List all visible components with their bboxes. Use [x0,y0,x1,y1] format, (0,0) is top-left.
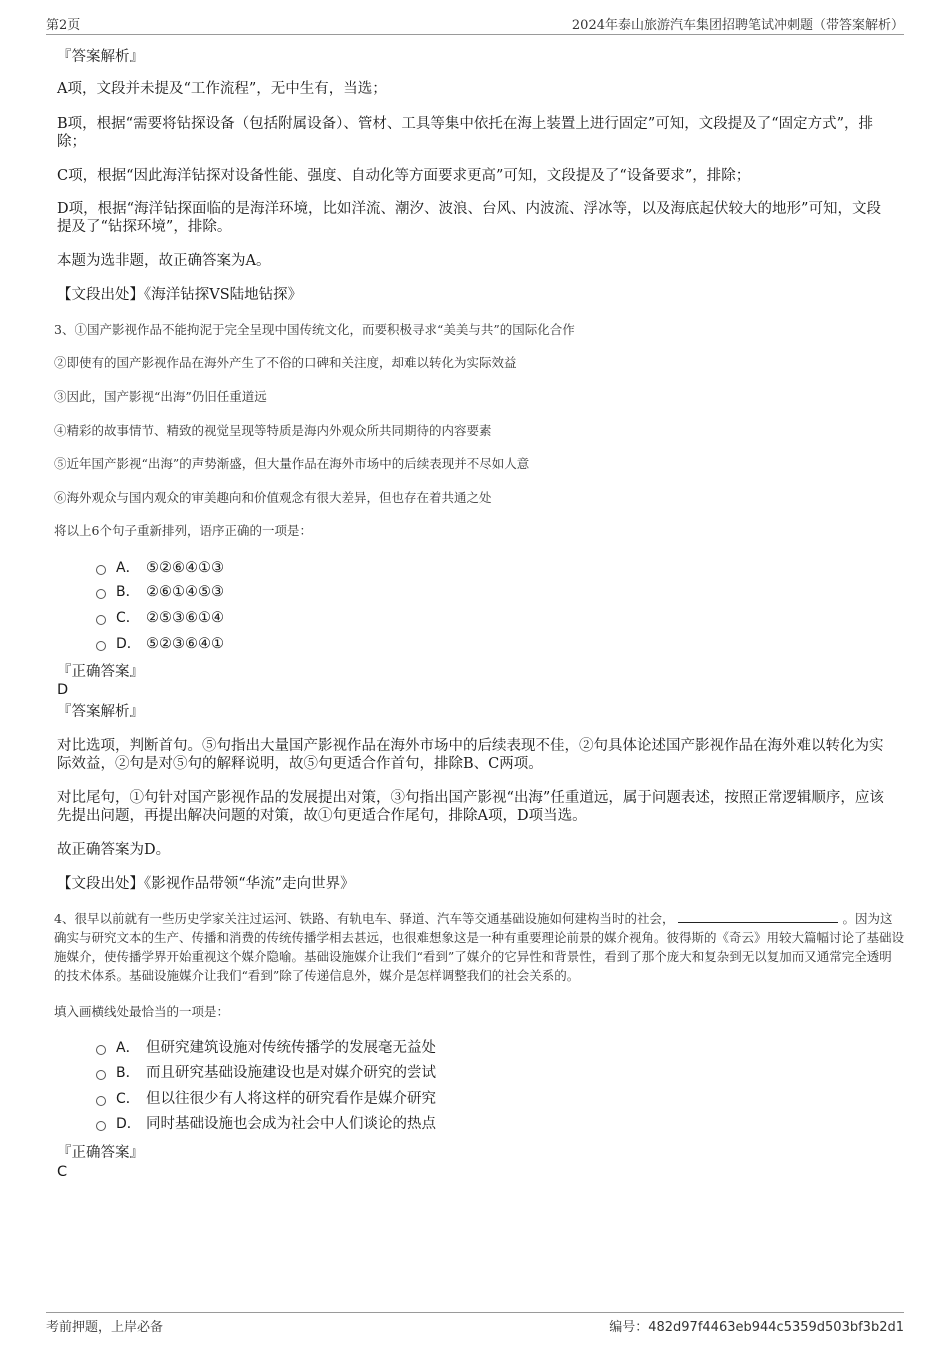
code-value: 482d97f4463eb944c5359d503bf3b2d1 [648,1320,904,1335]
q4-blank-line [678,911,838,923]
q3-sentence-5: ⑤近年国产影视“出海”的声势渐盛，但大量作品在海外市场中的后续表现并不尽如人意 [54,456,530,471]
q2-analysis-a: A项，文段并未提及“工作流程”，无中生有，当选； [57,81,387,97]
q3-analysis-p2: 对比尾句，①句针对国产影视作品的发展提出对策，③句指出国产影视“出海”任重道远，属于问题表述，按照正常逻辑顺序，应该先提出问题，再提出解决问题的对策，故①句更适合作尾句，排除A项，D项当选。 [57,790,884,824]
radio-icon[interactable] [96,1121,106,1131]
document-code [609,1316,904,1335]
option-letter: B． [116,1065,140,1081]
option-letter: B． [116,584,140,600]
option-letter: A． [116,1040,140,1056]
radio-icon[interactable] [96,1070,106,1080]
page-header [46,14,904,35]
radio-icon[interactable] [96,1045,106,1055]
radio-icon[interactable] [96,615,106,625]
code-label: 编号： [609,1320,649,1335]
radio-icon[interactable] [96,1096,106,1106]
option-text: ②⑥①④⑤③ [146,584,224,600]
option-text: 同时基础设施也会成为社会中人们谈论的热点 [146,1116,436,1132]
q2-conclusion: 本题为选非题，故正确答案为A。 [57,253,271,269]
radio-icon[interactable] [96,641,106,651]
q4-option-b[interactable] [96,1064,436,1082]
q3-sentence-1: 3、①国产影视作品不能拘泥于完全呈现中国传统文化，而要积极寻求“美美与共”的国际化合作 [54,322,575,337]
q4-stem-after-blank: 。因为这确实与研究文本的生产、传播和消费的传统传播学相去甚远，也很难想象这是一种有重要理论前景的媒介视角。彼得斯的《奇云》用较大篇幅讨论了基础设施媒介，使传播学界开始重视这个媒介隐喻。基础设施媒介让我们“看到”了媒介的它异性和背景性，看到了那个庞大和复杂到无以复加而又通常完全透明的技术体系。基础设施媒介让我们“看到”除了传递信息外，媒介是怎样调整我们的社会关系的。 [54,911,905,983]
q3-analysis-p1: 对比选项，判断首句。⑤句指出大量国产影视作品在海外市场中的后续表现不佳，②句具体论述国产影视作品在海外难以转化为实际效益，②句是对⑤句的解释说明，故⑤句更适合作首句，排除B、C两项。 [57,738,884,772]
radio-icon[interactable] [96,589,106,599]
option-letter: C． [116,1091,140,1107]
footer-slogan: 考前押题，上岸必备 [46,1320,164,1335]
q4-option-c[interactable] [96,1090,436,1108]
q3-answer-label: 『正确答案』 [57,664,144,680]
q3-conclusion: 故正确答案为D。 [57,842,171,858]
q3-source: 【文段出处】《影视作品带领“华流”走向世界》 [57,876,355,892]
q2-analysis-d: D项，根据“海洋钻探面临的是海洋环境，比如洋流、潮汐、波浪、台风、内波流、浮冰等，以及海底起伏较大的地形”可知，文段提及了“钻探环境”，排除。 [57,201,881,235]
q3-sentence-2: ②即使有的国产影视作品在海外产生了不俗的口碑和关注度，却难以转化为实际效益 [54,355,517,370]
q3-sentence-3: ③因此，国产影视“出海”仍旧任重道远 [54,389,267,404]
q3-option-d[interactable] [96,635,224,653]
q4-stem [54,909,904,985]
q3-option-c[interactable] [96,609,224,627]
option-text: ⑤②⑥④①③ [146,560,224,576]
q3-prompt: 将以上6个句子重新排列，语序正确的一项是： [54,523,312,538]
radio-icon[interactable] [96,565,106,575]
q3-sentence-4: ④精彩的故事情节、精致的视觉呈现等特质是海内外观众所共同期待的内容要素 [54,423,492,438]
q4-answer: C [57,1164,68,1180]
document-title: 2024年泰山旅游汽车集团招聘笔试冲刺题（带答案解析） [571,18,904,33]
option-letter: C． [116,610,140,626]
q4-option-d[interactable] [96,1115,436,1133]
q4-option-a[interactable] [96,1039,436,1057]
q3-analysis-label: 『答案解析』 [57,704,144,720]
option-text: 但以往很少有人将这样的研究看作是媒介研究 [146,1091,436,1107]
option-text: 而且研究基础设施建设也是对媒介研究的尝试 [146,1065,436,1081]
q2-analysis-b: B项，根据“需要将钻探设备（包括附属设备）、管材、工具等集中依托在海上装置上进行固定”可知，文段提及了“固定方式”，排除； [57,116,874,150]
q4-answer-label: 『正确答案』 [57,1145,144,1161]
q3-option-b[interactable] [96,583,224,601]
q2-source: 【文段出处】《海洋钻探VS陆地钻探》 [57,287,303,303]
option-letter: A． [116,560,140,576]
option-text: ②⑤③⑥①④ [146,610,224,626]
q2-analysis-label: 『答案解析』 [57,49,144,65]
page-footer [46,1312,904,1335]
q4-prompt: 填入画横线处最恰当的一项是： [54,1004,230,1019]
option-letter: D． [116,636,141,652]
page-number: 第2页 [46,18,81,33]
option-text: 但研究建筑设施对传统传播学的发展毫无益处 [146,1040,436,1056]
option-text: ⑤②③⑥④① [146,636,224,652]
q3-answer: D [57,682,69,698]
q4-stem-before-blank: 4、很早以前就有一些历史学家关注过运河、铁路、有轨电车、驿道、汽车等交通基础设施如何建构当时的社会， [54,911,675,926]
option-letter: D． [116,1116,141,1132]
q2-analysis-c: C项，根据“因此海洋钻探对设备性能、强度、自动化等方面要求更高”可知，文段提及了“设备要求”，排除； [57,168,751,184]
q3-option-a[interactable] [96,559,224,577]
q3-sentence-6: ⑥海外观众与国内观众的审美趣向和价值观念有很大差异，但也存在着共通之处 [54,490,492,505]
